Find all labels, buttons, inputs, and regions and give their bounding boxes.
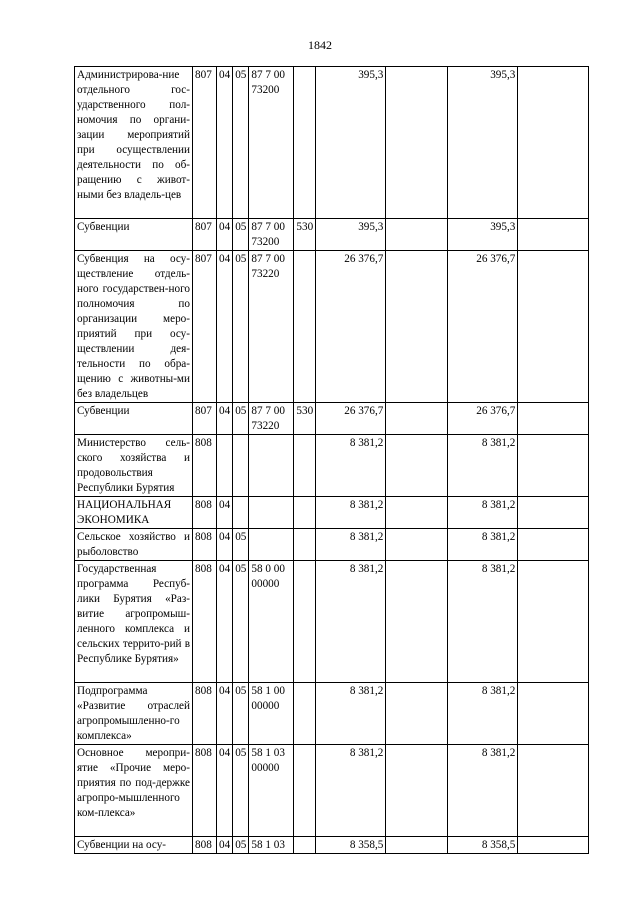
expense-type-code [294, 745, 316, 837]
section-code: 04 [217, 745, 233, 837]
section-code: 04 [217, 529, 233, 561]
target-article-code: 58 1 00 00000 [249, 683, 294, 745]
amount-other [518, 561, 589, 683]
subsection-code: 05 [233, 529, 249, 561]
amount-total: 8 381,2 [316, 745, 386, 837]
table-row [75, 561, 589, 683]
amount-federal [386, 67, 448, 219]
expense-type-code: 530 [294, 219, 316, 251]
subsection-code: 05 [233, 403, 249, 435]
section-code: 04 [217, 561, 233, 683]
table-row [75, 745, 589, 837]
subsection-code: 05 [233, 67, 249, 219]
grbs-code: 808 [193, 435, 217, 497]
table-row [75, 219, 589, 251]
amount-total: 395,3 [316, 67, 386, 219]
subsection-code: 05 [233, 561, 249, 683]
target-article-code: 58 0 00 00000 [249, 561, 294, 683]
amount-regional: 395,3 [448, 67, 518, 219]
page-number: 1842 [308, 38, 332, 52]
table-row [75, 251, 589, 403]
subsection-code: 05 [233, 219, 249, 251]
amount-other [518, 403, 589, 435]
amount-other [518, 745, 589, 837]
amount-total: 8 381,2 [316, 561, 386, 683]
amount-federal [386, 561, 448, 683]
amount-total: 8 381,2 [316, 683, 386, 745]
target-article-code: 87 7 00 73200 [249, 67, 294, 219]
amount-regional: 8 358,5 [448, 837, 518, 854]
section-code: 04 [217, 497, 233, 529]
subsection-code: 05 [233, 837, 249, 854]
amount-total: 395,3 [316, 219, 386, 251]
amount-total: 8 381,2 [316, 529, 386, 561]
amount-federal [386, 837, 448, 854]
target-article-code [249, 497, 294, 529]
subsection-code: 05 [233, 683, 249, 745]
expense-type-code: 530 [294, 403, 316, 435]
table-row [75, 497, 589, 529]
amount-other [518, 435, 589, 497]
amount-other [518, 251, 589, 403]
amount-federal [386, 745, 448, 837]
subsection-code: 05 [233, 251, 249, 403]
amount-total: 8 381,2 [316, 497, 386, 529]
amount-federal [386, 683, 448, 745]
item-name: Основное меропри-ятие «Прочие меро-приятия по под-держке агропро-мышленного ком-плекса» [75, 745, 193, 837]
expense-type-code [294, 251, 316, 403]
grbs-code: 808 [193, 561, 217, 683]
section-code: 04 [217, 67, 233, 219]
target-article-code: 87 7 00 73220 [249, 403, 294, 435]
amount-other [518, 683, 589, 745]
section-code: 04 [217, 683, 233, 745]
amount-federal [386, 435, 448, 497]
section-code: 04 [217, 837, 233, 854]
amount-regional: 26 376,7 [448, 403, 518, 435]
subsection-code [233, 435, 249, 497]
target-article-code: 58 1 03 00000 [249, 745, 294, 837]
item-name: Администрирова-ние отдельного гос-ударственного пол-номочия по органи-зации мероприятий при осуществлении деятельности по об-ращению с живот-ными без владель-цев [75, 67, 193, 219]
item-name: Субвенция на осу-ществление отдель-ного государствен-ного полномочия по организации меро-приятий при осу-ществлении дея-тельности по обра-щению с животны-ми без владельцев [75, 251, 193, 403]
item-name: Министерство сель-ского хозяйства и продовольствия Республики Бурятия [75, 435, 193, 497]
amount-total: 26 376,7 [316, 403, 386, 435]
section-code: 04 [217, 403, 233, 435]
expense-type-code [294, 67, 316, 219]
grbs-code: 808 [193, 745, 217, 837]
amount-federal [386, 251, 448, 403]
amount-other [518, 219, 589, 251]
grbs-code: 807 [193, 403, 217, 435]
grbs-code: 807 [193, 251, 217, 403]
target-article-code [249, 435, 294, 497]
grbs-code: 808 [193, 497, 217, 529]
table-row [75, 837, 589, 854]
amount-regional: 8 381,2 [448, 745, 518, 837]
table-row [75, 529, 589, 561]
amount-other [518, 529, 589, 561]
target-article-code: 87 7 00 73200 [249, 219, 294, 251]
item-name: Государственная программа Респуб-лики Бурятия «Раз-витие агропромыш-ленного комплекса и сельских террито-рий в Республике Бурятия» [75, 561, 193, 683]
expense-type-code [294, 837, 316, 854]
amount-total: 8 381,2 [316, 435, 386, 497]
amount-total: 8 358,5 [316, 837, 386, 854]
amount-federal [386, 497, 448, 529]
section-code: 04 [217, 251, 233, 403]
item-name: НАЦИОНАЛЬНАЯ ЭКОНОМИКА [75, 497, 193, 529]
table-row [75, 683, 589, 745]
amount-other [518, 67, 589, 219]
table-row [75, 435, 589, 497]
expense-type-code [294, 561, 316, 683]
budget-table [74, 66, 589, 854]
item-name: Субвенции на осу- [75, 837, 193, 854]
subsection-code [233, 497, 249, 529]
expense-type-code [294, 497, 316, 529]
target-article-code: 87 7 00 73220 [249, 251, 294, 403]
amount-regional: 8 381,2 [448, 435, 518, 497]
amount-other [518, 497, 589, 529]
target-article-code: 58 1 03 [249, 837, 294, 854]
table-row [75, 403, 589, 435]
amount-regional: 26 376,7 [448, 251, 518, 403]
amount-other [518, 837, 589, 854]
expense-type-code [294, 435, 316, 497]
grbs-code: 808 [193, 837, 217, 854]
section-code: 04 [217, 219, 233, 251]
expense-type-code [294, 683, 316, 745]
target-article-code [249, 529, 294, 561]
grbs-code: 808 [193, 683, 217, 745]
item-name: Подпрограмма «Развитие отраслей агропромышленно-го комплекса» [75, 683, 193, 745]
amount-regional: 8 381,2 [448, 683, 518, 745]
table-row [75, 67, 589, 219]
grbs-code: 807 [193, 67, 217, 219]
amount-regional: 8 381,2 [448, 497, 518, 529]
expense-type-code [294, 529, 316, 561]
item-name: Субвенции [75, 403, 193, 435]
amount-regional: 8 381,2 [448, 529, 518, 561]
subsection-code: 05 [233, 745, 249, 837]
section-code [217, 435, 233, 497]
amount-federal [386, 219, 448, 251]
amount-regional: 395,3 [448, 219, 518, 251]
amount-federal [386, 529, 448, 561]
amount-total: 26 376,7 [316, 251, 386, 403]
grbs-code: 807 [193, 219, 217, 251]
grbs-code: 808 [193, 529, 217, 561]
amount-federal [386, 403, 448, 435]
item-name: Сельское хозяйство и рыболовство [75, 529, 193, 561]
item-name: Субвенции [75, 219, 193, 251]
amount-regional: 8 381,2 [448, 561, 518, 683]
